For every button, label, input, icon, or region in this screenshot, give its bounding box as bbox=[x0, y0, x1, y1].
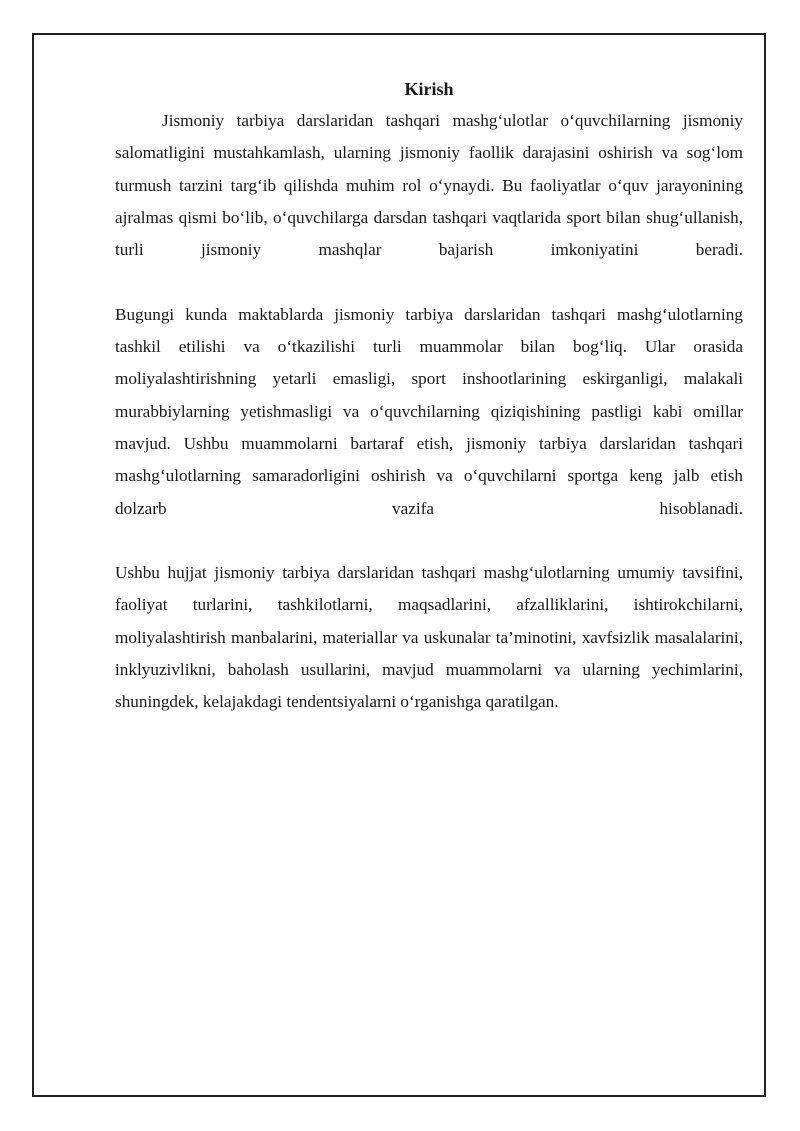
paragraph-intro: Jismoniy tarbiya darslaridan tashqari mashg‘ulotlar o‘quvchilarning jismoniy salomatligini mustahkamlash, ularning jismoniy faollik darajasini oshirish va sog‘lom turmush tarzini targ‘ib qilishda muhim rol o‘ynaydi. Bu faoliyatlar o‘quv jarayonining ajralmas qismi bo‘lib, o‘quvchilarga darsdan tashqari vaqtlarida sport bilan shug‘ullanish, turli jismoniy mashqlar bajarish imkoniyatini beradi. bbox=[115, 111, 743, 260]
document-body bbox=[115, 74, 743, 719]
document-title: Kirish bbox=[404, 79, 454, 99]
paragraph-scope: Ushbu hujjat jismoniy tarbiya darslaridan tashqari mashg‘ulotlarning umumiy tavsifini, faoliyat turlarini, tashkilotlarni, maqsadlarini, afzalliklarini, ishtirokchilarni, moliyalashtirish manbalarini, materiallar va uskunalar ta’minotini, xavfsizlik masalalarini, inklyuzivlikni, baholash usullarini, mavjud muammolarni va ularning yechimlarini, shuningdek, kelajakdagi tendentsiyalarni o‘rganishga qaratilgan. bbox=[115, 563, 743, 712]
paragraph-spacer bbox=[115, 266, 743, 298]
paragraph-problems: Bugungi kunda maktablarda jismoniy tarbiya darslaridan tashqari mashg‘ulotlarning tashkil etilishi va o‘tkazilishi turli muammolar bilan bog‘liq. Ular orasida moliyalashtirishning yetarli emasligi, sport inshootlarining eskirganligi, malakali murabbiylarning yetishmasligi va o‘quvchilarning qiziqishining pastligi kabi omillar mavjud. Ushbu muammolarni bartaraf etish, jismoniy tarbiya darslaridan tashqari mashg‘ulotlarning samaradorligini oshirish va o‘quvchilarni sportga keng jalb etish dolzarb vazifa hisoblanadi. bbox=[115, 304, 743, 518]
paragraph-spacer bbox=[115, 525, 743, 557]
